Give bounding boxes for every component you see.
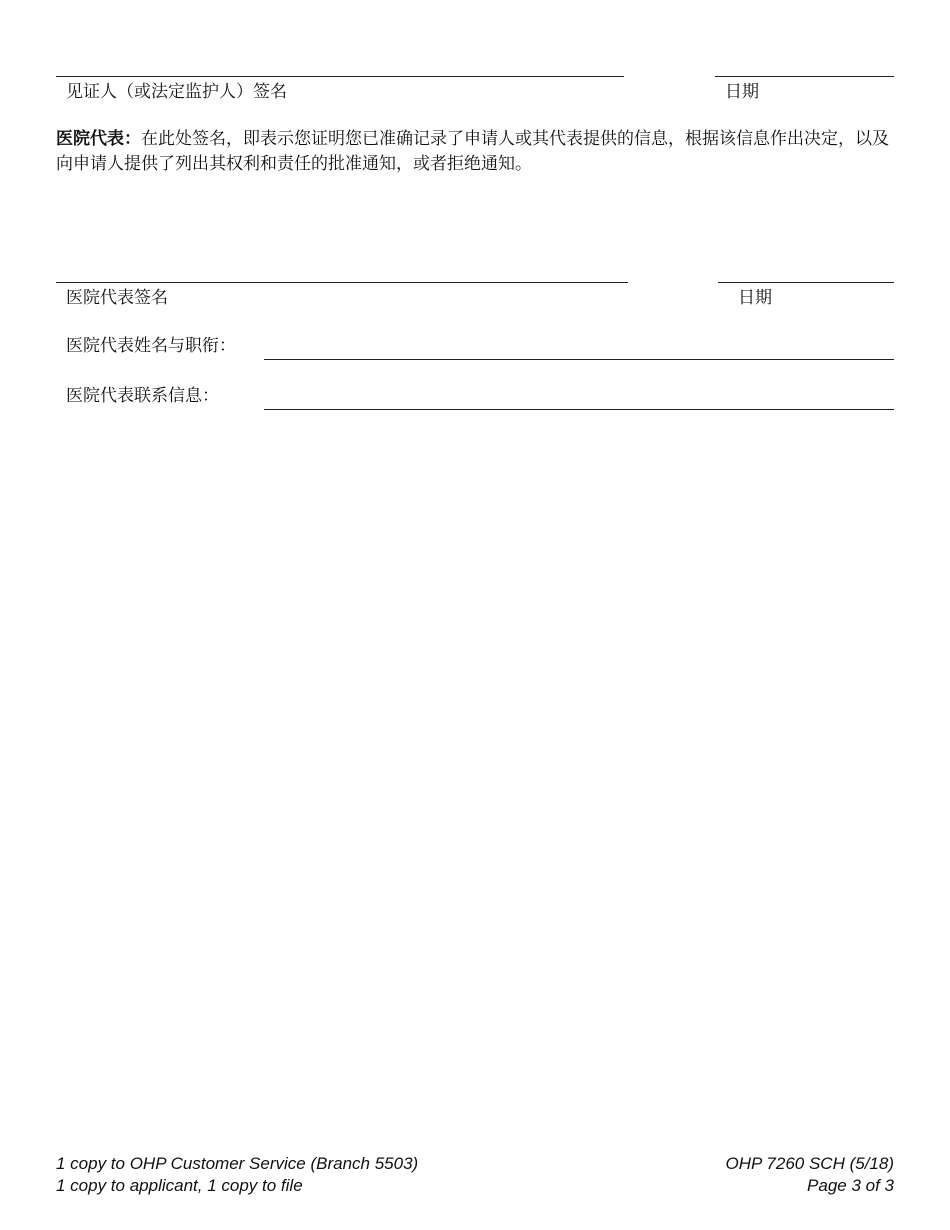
witness-date-label: 日期 <box>725 82 759 102</box>
hospital-rep-signature-label: 医院代表签名 <box>66 288 168 308</box>
hospital-rep-name-title-line[interactable] <box>264 359 894 360</box>
footer-form-id: OHP 7260 SCH (5/18) <box>725 1154 894 1173</box>
hospital-rep-statement <box>56 127 896 177</box>
hospital-rep-heading: 医院代表： <box>56 129 141 149</box>
footer-copy-line-2: 1 copy to applicant, 1 copy to file <box>56 1176 303 1195</box>
hospital-rep-statement-text: 在此处签名，即表示您证明您已准确记录了申请人或其代表提供的信息，根据该信息作出决定，以及向申请人提供了列出其权利和责任的批准通知，或者拒绝通知。 <box>56 129 889 174</box>
hospital-rep-signature-line[interactable] <box>56 282 628 283</box>
hospital-rep-date-line[interactable] <box>718 282 894 283</box>
witness-signature-line[interactable] <box>56 76 624 77</box>
witness-date-line[interactable] <box>715 76 894 77</box>
hospital-rep-date-label: 日期 <box>738 288 772 308</box>
hospital-rep-contact-line[interactable] <box>264 409 894 410</box>
footer-copy-line-1: 1 copy to OHP Customer Service (Branch 5503) <box>56 1154 419 1173</box>
hospital-rep-name-title-label: 医院代表姓名与职衔： <box>66 336 236 356</box>
footer-page-number: Page 3 of 3 <box>807 1176 894 1195</box>
witness-signature-label: 见证人（或法定监护人）签名 <box>66 82 287 102</box>
hospital-rep-contact-label: 医院代表联系信息： <box>66 386 219 406</box>
